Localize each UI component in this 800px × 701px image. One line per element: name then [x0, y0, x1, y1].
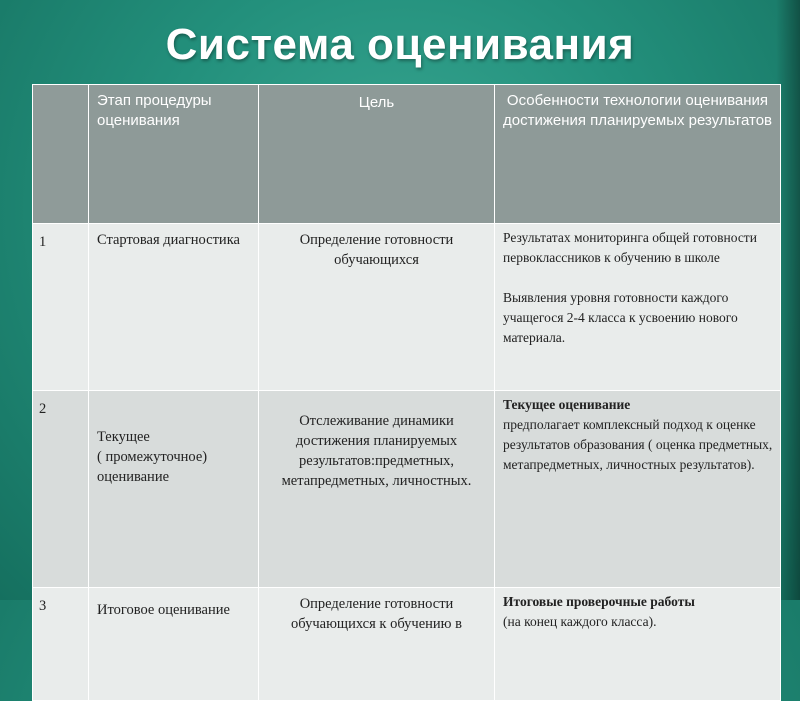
header-goal: Цель — [259, 85, 495, 224]
header-stage: Этап процедуры оценивания — [89, 85, 259, 224]
row-features — [495, 391, 781, 588]
row-features — [495, 588, 781, 701]
header-number — [33, 85, 89, 224]
table-row — [33, 224, 781, 391]
table-header-row — [33, 85, 781, 224]
features-paragraph: Результатах мониторинга общей готовности первоклассников к обучению в школе — [503, 230, 757, 265]
features-paragraph: Выявления уровня готовности каждого учащегося 2-4 класса к усвоению нового материала. — [503, 290, 738, 345]
stage-line: ( промежуточное) — [97, 449, 208, 465]
row-stage: Итоговое оценивание — [89, 588, 259, 701]
row-number: 2 — [33, 391, 89, 588]
features-heading: Текущее оценивание — [503, 397, 631, 412]
header-features: Особенности технологии оценивания достижения планируемых результатов — [495, 85, 781, 224]
row-stage: Стартовая диагностика — [89, 224, 259, 391]
features-text: (на конец каждого класса). — [503, 614, 657, 629]
assessment-table — [32, 84, 781, 701]
slide-title: Система оценивания — [165, 20, 635, 69]
row-features — [495, 224, 781, 391]
table-row — [33, 588, 781, 701]
features-heading: Итоговые проверочные работы — [503, 594, 695, 609]
stage-line: Текущее — [97, 429, 150, 445]
stage-line: оценивание — [97, 469, 170, 485]
row-number: 1 — [33, 224, 89, 391]
row-goal: Отслеживание динамики достижения планируемых результатов:предметных, метапредметных, личностных. — [259, 391, 495, 588]
table-row — [33, 391, 781, 588]
row-number: 3 — [33, 588, 89, 701]
features-text: предполагает комплексный подход к оценке результатов образования ( оценка предметных, метапредметных, личностных результатов). — [503, 417, 773, 472]
row-stage — [89, 391, 259, 588]
row-goal: Определение готовности обучающихся — [259, 224, 495, 391]
row-goal: Определение готовности обучающихся к обучению в — [259, 588, 495, 701]
